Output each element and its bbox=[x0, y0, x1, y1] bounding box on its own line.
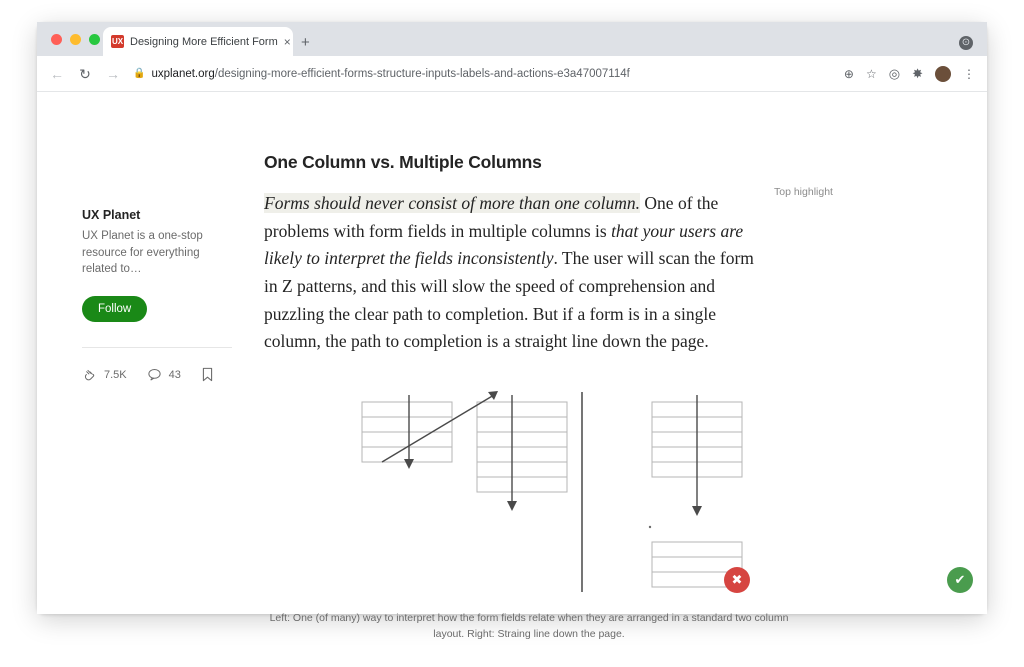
puzzle-extension-icon[interactable]: ✸ bbox=[912, 66, 923, 81]
extension-icon[interactable]: ◎ bbox=[888, 66, 901, 81]
address-bar[interactable] bbox=[133, 68, 832, 80]
bookmark-star-icon[interactable]: ☆ bbox=[865, 66, 877, 81]
form-layout-diagram bbox=[264, 347, 794, 592]
reload-button[interactable]: ↻ bbox=[79, 65, 91, 82]
browser-toolbar bbox=[37, 56, 987, 92]
tab-strip bbox=[37, 22, 987, 56]
close-window-button[interactable] bbox=[51, 34, 62, 45]
follow-button[interactable]: Follow bbox=[82, 296, 147, 322]
back-button[interactable]: ← bbox=[50, 65, 64, 82]
publication-description: UX Planet is a one-stop resource for everything related to… bbox=[82, 230, 203, 276]
bookmark-stat[interactable] bbox=[201, 367, 214, 382]
section-heading: One Column vs. Multiple Columns bbox=[264, 152, 542, 172]
top-highlight-label: Top highlight bbox=[774, 186, 833, 198]
publication-card bbox=[82, 208, 232, 382]
lock-icon: 🔒 bbox=[133, 68, 146, 79]
tab-title: Designing More Efficient Form bbox=[130, 35, 278, 48]
article-body bbox=[264, 152, 764, 356]
italic-phrase: that your users are likely to interpret the fields inconsistently bbox=[264, 220, 744, 269]
highlighted-sentence: Forms should never consist of more than one column. bbox=[264, 193, 641, 213]
sidebar-divider bbox=[82, 347, 232, 348]
window-controls bbox=[51, 34, 100, 45]
good-example-badge: ✔ bbox=[947, 567, 973, 593]
paragraph-text-1: One of the problems with form fields in multiple columns is bbox=[264, 193, 719, 241]
url-path: /designing-more-efficient-forms-structure-inputs-labels-and-actions-e3a47007114f bbox=[214, 67, 630, 80]
url-host: uxplanet.org bbox=[151, 67, 215, 80]
forward-button[interactable]: → bbox=[106, 65, 120, 82]
comment-icon bbox=[147, 367, 162, 382]
engagement-stats bbox=[82, 367, 232, 382]
url-text bbox=[151, 68, 629, 80]
article-paragraph bbox=[264, 190, 764, 356]
browser-tab[interactable] bbox=[103, 27, 293, 56]
clap-stat[interactable] bbox=[82, 367, 127, 382]
browser-window bbox=[37, 22, 987, 640]
publication-name: UX Planet bbox=[82, 208, 141, 222]
browser-menu-icon[interactable]: ⋮ bbox=[963, 66, 975, 81]
profile-avatar[interactable] bbox=[935, 66, 951, 82]
figure-caption: Left: One (of many) way to interpret how the form fields relate when they are arranged in a standard two column layout. Right: Straing line down the page. bbox=[269, 612, 789, 640]
maximize-window-button[interactable] bbox=[89, 34, 100, 45]
close-tab-icon[interactable]: × bbox=[283, 34, 291, 49]
bad-example-badge: ✖ bbox=[724, 567, 750, 593]
article-figure bbox=[264, 347, 966, 592]
clap-count: 7.5K bbox=[104, 368, 127, 381]
zoom-icon[interactable]: ⊕ bbox=[843, 66, 854, 81]
bookmark-icon bbox=[201, 367, 214, 382]
favicon-icon: UX bbox=[111, 37, 124, 46]
tab-strip-right-icon[interactable]: ⊙ bbox=[959, 36, 973, 50]
responses-count: 43 bbox=[168, 368, 181, 381]
toolbar-icon-group bbox=[844, 66, 975, 82]
responses-stat[interactable] bbox=[147, 367, 181, 382]
new-tab-button[interactable]: + bbox=[301, 34, 310, 51]
paragraph-text-2: . The user will scan the form in Z patterns, and this will slow the speed of comprehension and puzzling the clear path to completion. But if a form is in a single column, the path to completion is a straight line down the page. bbox=[264, 248, 754, 352]
page-content bbox=[37, 92, 987, 640]
clap-icon bbox=[82, 367, 97, 382]
minimize-window-button[interactable] bbox=[70, 34, 81, 45]
